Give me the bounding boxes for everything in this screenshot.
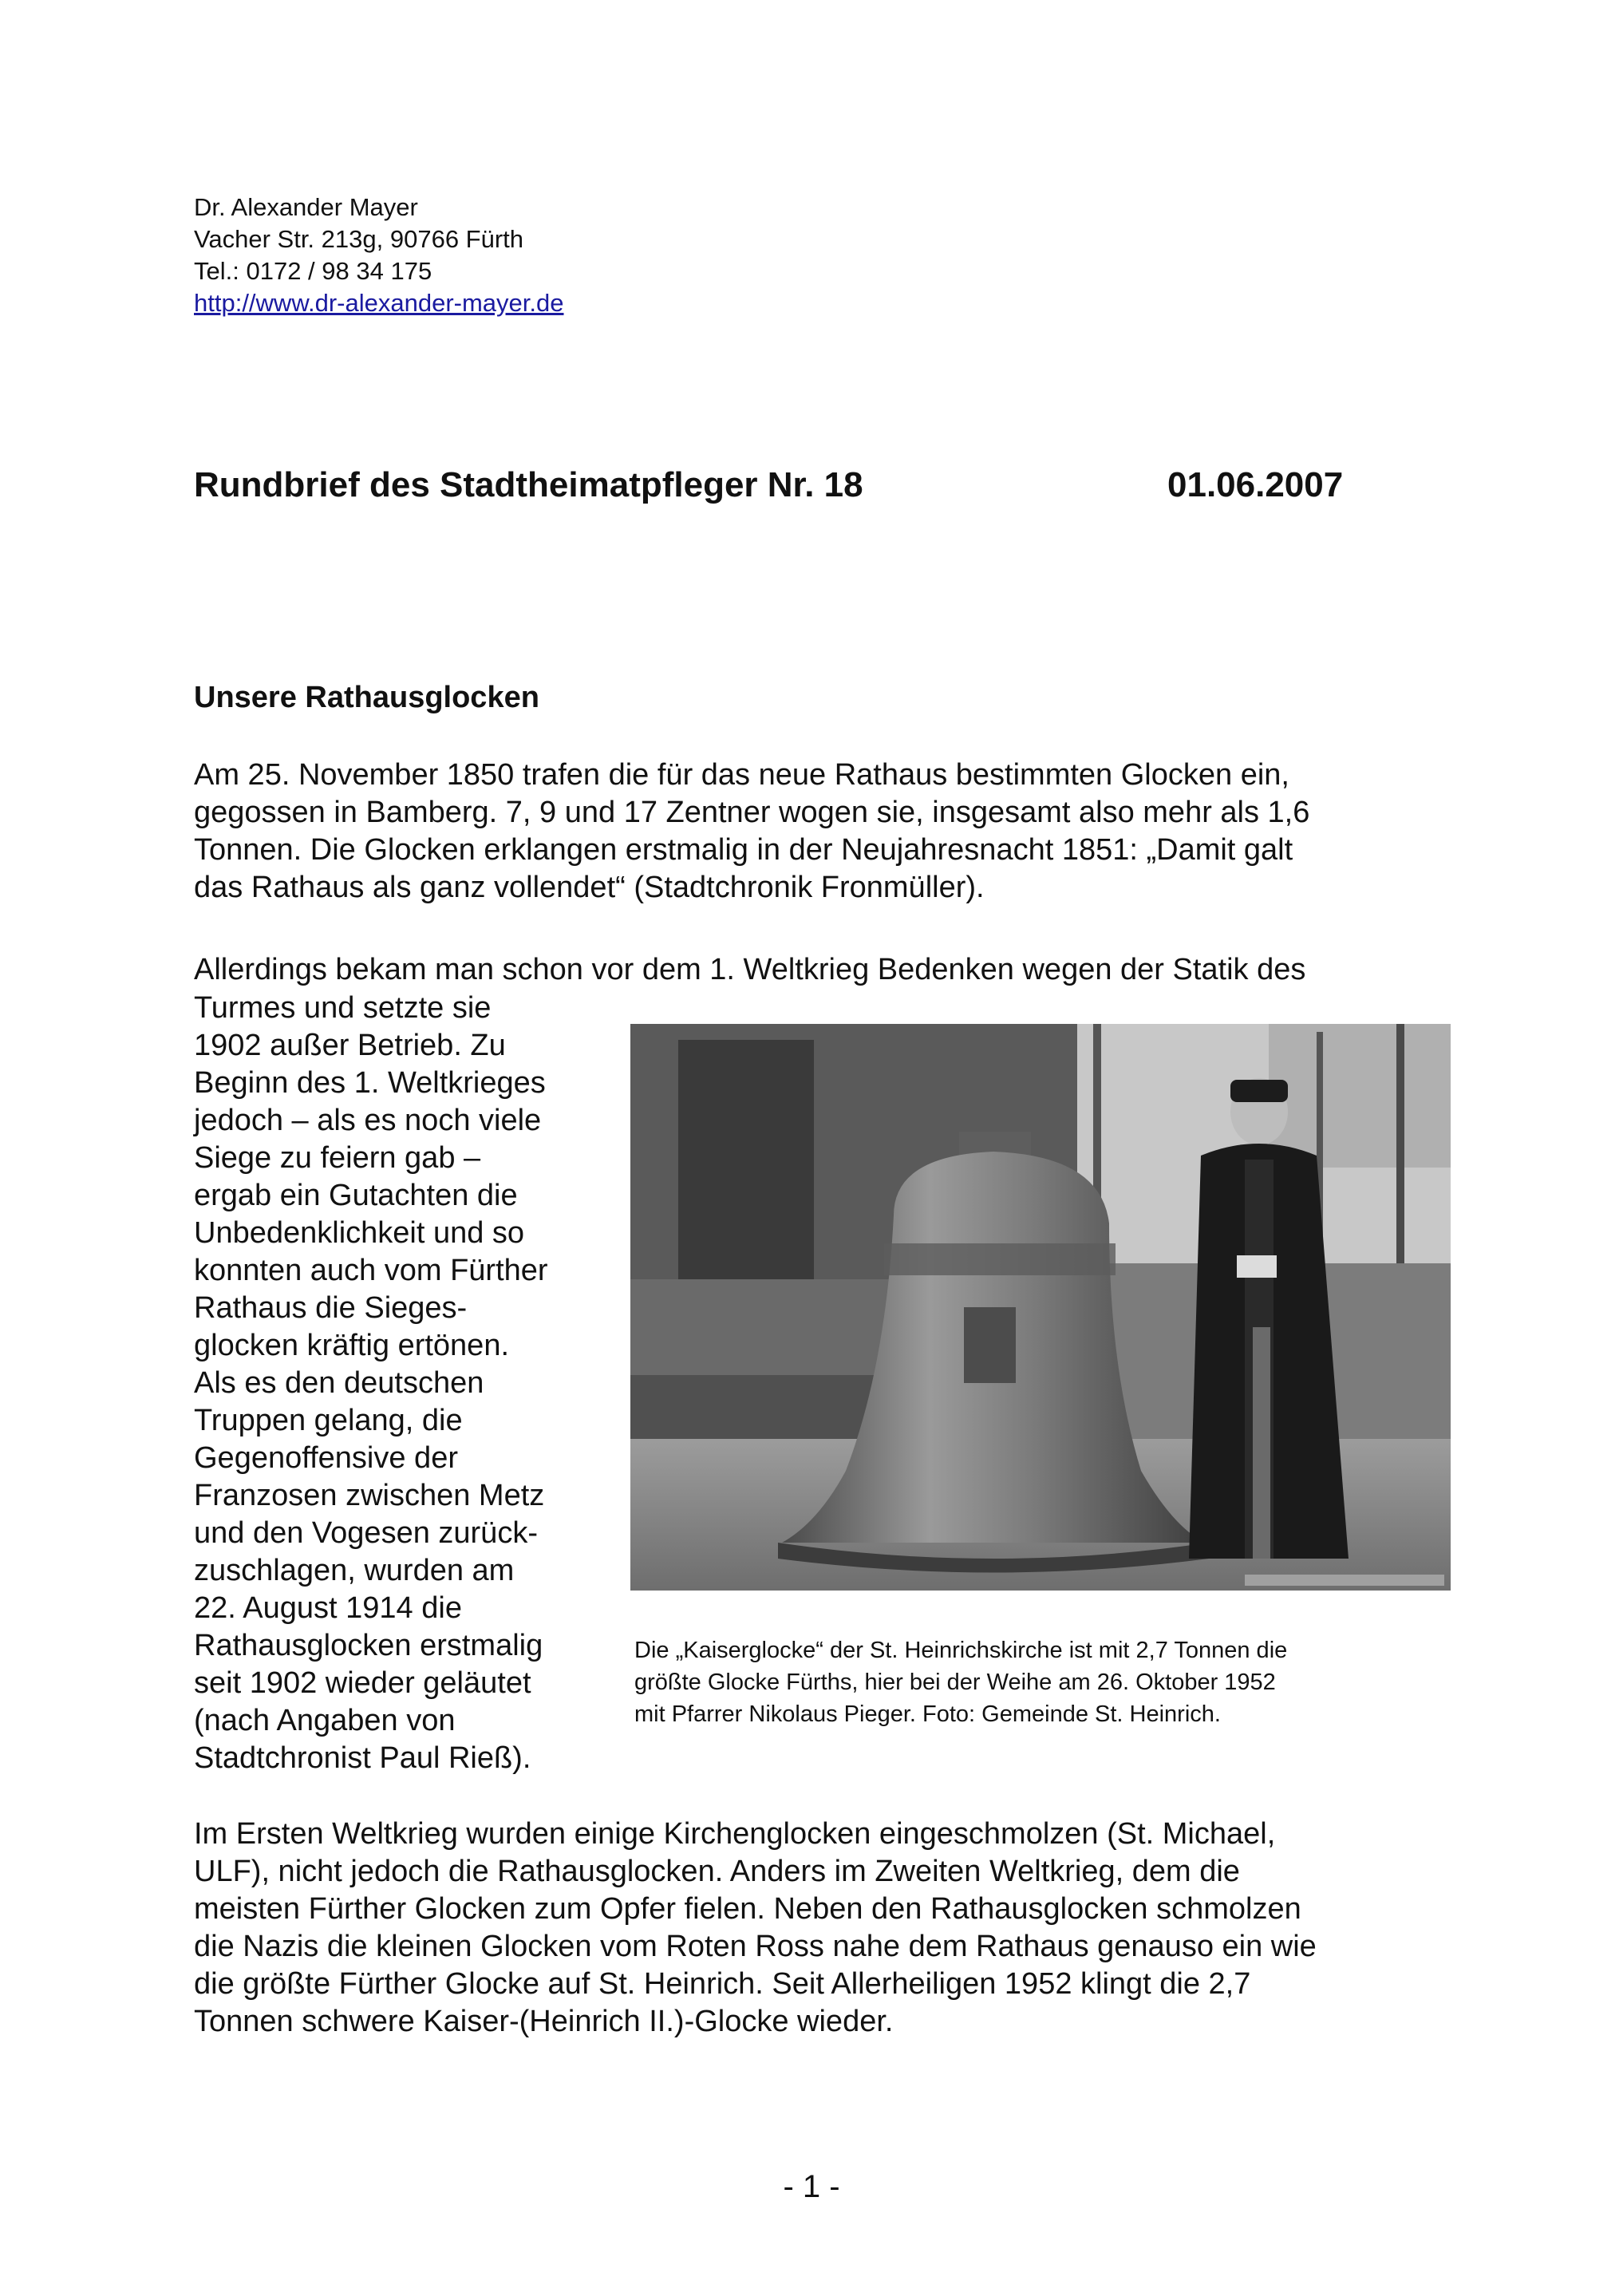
document-title-row: [194, 465, 1359, 505]
text-line: Tonnen schwere Kaiser-(Heinrich II.)-Glocke wieder.: [194, 2005, 894, 2038]
text-line: 1902 außer Betrieb. Zu: [194, 1029, 506, 1062]
section-heading: Unsere Rathausglocken: [194, 681, 539, 714]
bell-photo: [630, 1024, 1451, 1591]
text-line: ergab ein Gutachten die: [194, 1179, 518, 1212]
text-line: die Nazis die kleinen Glocken vom Roten Ross nahe dem Rathaus genauso ein wie: [194, 1930, 1317, 1963]
paragraph-1: [194, 757, 1309, 907]
text-line: meisten Fürther Glocken zum Opfer fielen. Neben den Rathausglocken schmolzen: [194, 1892, 1301, 1926]
text-line: Beginn des 1. Weltkrieges: [194, 1066, 546, 1100]
paragraph-2-column: [194, 990, 548, 1777]
paragraph-2-first-line: [194, 951, 1305, 989]
text-line: Tonnen. Die Glocken erklangen erstmalig in der Neujahresnacht 1851: „Damit galt: [194, 833, 1293, 867]
document-date: 01.06.2007: [1167, 465, 1344, 504]
text-line: ULF), nicht jedoch die Rathausglocken. Anders im Zweiten Weltkrieg, dem die: [194, 1855, 1240, 1888]
caption-line: größte Glocke Fürths, hier bei der Weihe am 26. Oktober 1952: [634, 1670, 1276, 1695]
text-line: Truppen gelang, die: [194, 1404, 463, 1437]
text-line: Rathaus die Sieges-: [194, 1291, 468, 1325]
text-line: Turmes und setzte sie: [194, 991, 492, 1025]
text-line: Am 25. November 1850 trafen die für das neue Rathaus bestimmten Glocken ein,: [194, 758, 1289, 792]
text-line: Stadtchronist Paul Rieß).: [194, 1741, 531, 1775]
text-line: Franzosen zwischen Metz: [194, 1479, 545, 1512]
text-line: zuschlagen, wurden am: [194, 1554, 515, 1587]
caption-line: Die „Kaiserglocke“ der St. Heinrichskirche ist mit 2,7 Tonnen die: [634, 1638, 1288, 1663]
text-line: jedoch – als es noch viele: [194, 1104, 542, 1137]
text-line: gegossen in Bamberg. 7, 9 und 17 Zentner wogen sie, insgesamt also mehr als 1,6: [194, 796, 1310, 829]
text-line: Unbedenklichkeit und so: [194, 1216, 525, 1250]
text-line: das Rathaus als ganz vollendet“ (Stadtchronik Fronmüller).: [194, 871, 985, 904]
author-address: Vacher Str. 213g, 90766 Fürth: [194, 225, 524, 253]
text-line: konnten auch vom Fürther: [194, 1254, 548, 1287]
text-line: und den Vogesen zurück-: [194, 1516, 538, 1550]
text-line: die größte Fürther Glocke auf St. Heinrich. Seit Allerheiligen 1952 klingt die 2,7: [194, 1967, 1251, 2001]
text-line: Im Ersten Weltkrieg wurden einige Kirchenglocken eingeschmolzen (St. Michael,: [194, 1817, 1276, 1851]
website-link[interactable]: http://www.dr-alexander-mayer.de: [194, 289, 564, 317]
text-line: seit 1902 wieder geläutet: [194, 1666, 531, 1700]
document-title: Rundbrief des Stadtheimatpfleger Nr. 18: [194, 465, 863, 504]
paragraph-3: [194, 1816, 1317, 2041]
page-number: - 1 -: [783, 2169, 840, 2204]
text-line: (nach Angaben von: [194, 1704, 456, 1737]
text-line: glocken kräftig ertönen.: [194, 1329, 510, 1362]
text-line: Allerdings bekam man schon vor dem 1. Weltkrieg Bedenken wegen der Statik des: [194, 953, 1306, 986]
author-name: Dr. Alexander Mayer: [194, 193, 418, 221]
text-line: Rathausglocken erstmalig: [194, 1629, 543, 1662]
caption-line: mit Pfarrer Nikolaus Pieger. Foto: Gemeinde St. Heinrich.: [634, 1701, 1221, 1727]
author-phone: Tel.: 0172 / 98 34 175: [194, 257, 432, 285]
letterhead: [194, 192, 564, 319]
photo-caption: [634, 1634, 1287, 1730]
text-line: Gegenoffensive der: [194, 1441, 458, 1475]
text-line: Siege zu feiern gab –: [194, 1141, 481, 1175]
text-line: Als es den deutschen: [194, 1366, 484, 1400]
text-line: 22. August 1914 die: [194, 1591, 462, 1625]
